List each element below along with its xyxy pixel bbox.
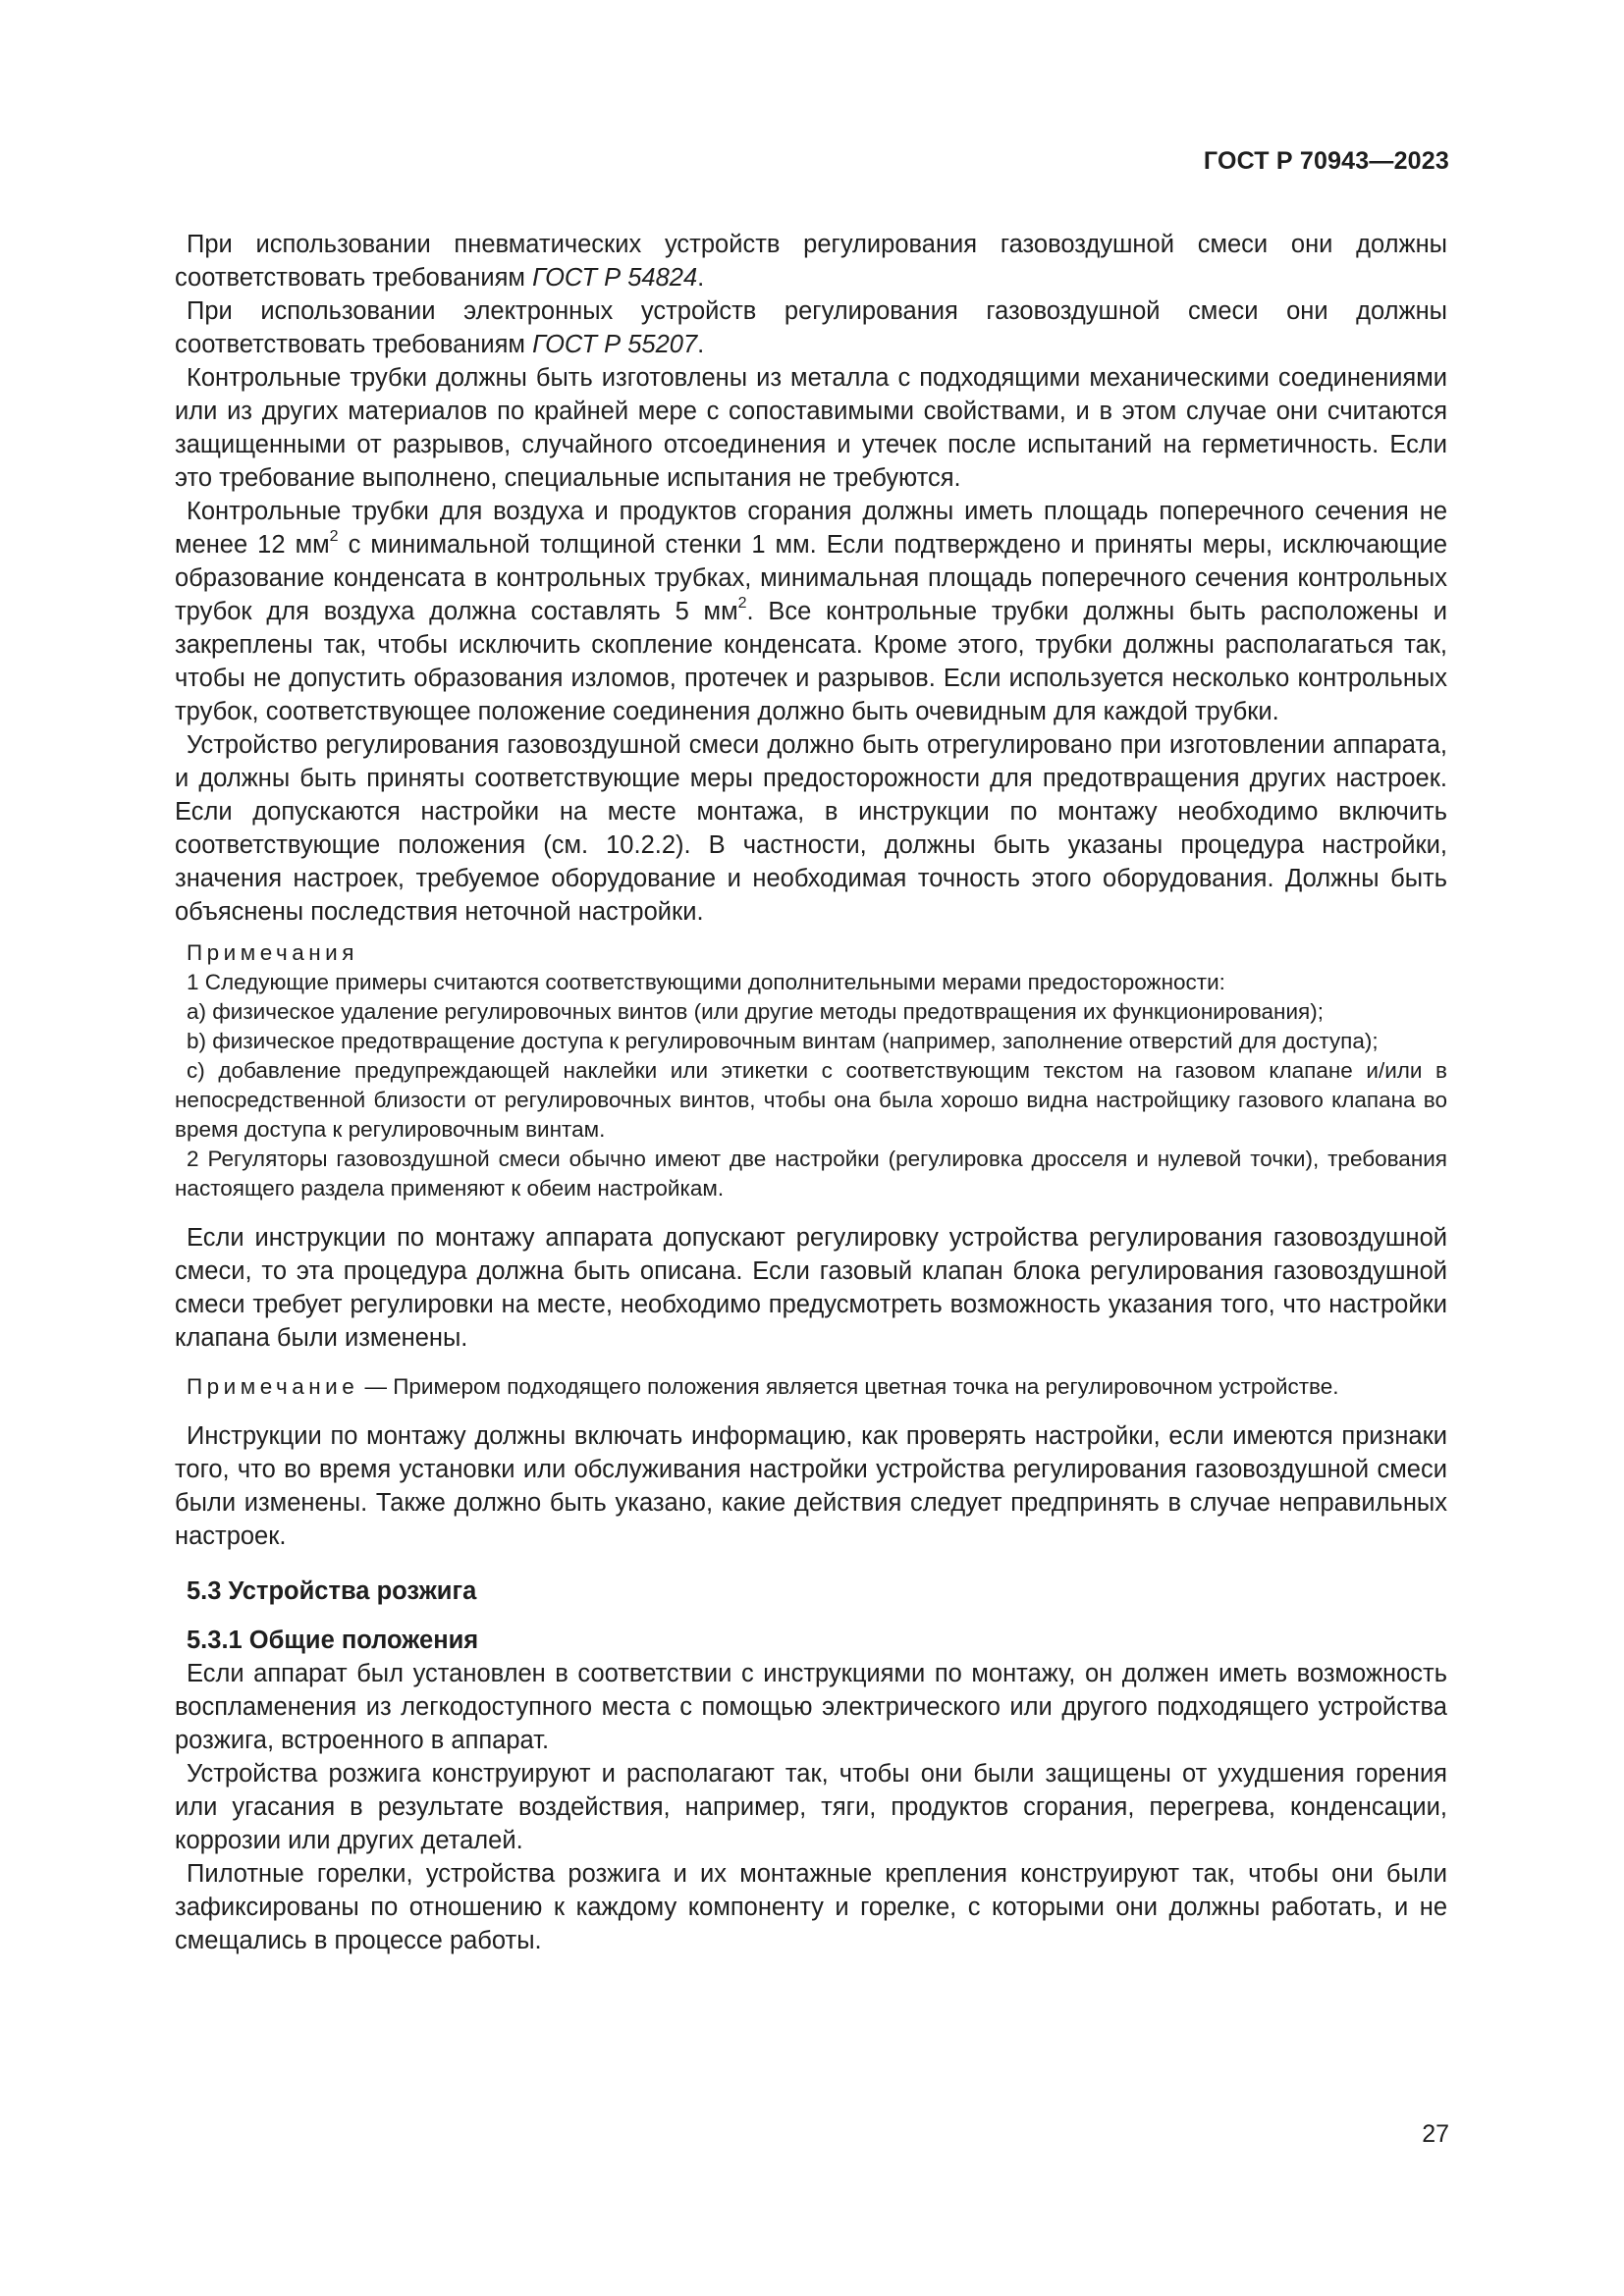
section-heading: 5.3 Устройства розжига <box>187 1577 477 1605</box>
superscript: 2 <box>737 594 747 612</box>
note-item-2: 2 Регуляторы газовоздушной смеси обычно имеют две настройки (регулировка дросселя и нулевой точки), требования настоящего раздела применяют к обеим настройкам. <box>175 1147 1447 1201</box>
note-label: Примечание <box>187 1374 359 1399</box>
standard-reference: ГОСТ Р 55207 <box>532 331 698 358</box>
paragraph-pilot-burners: Пилотные горелки, устройства розжига и их монтажные крепления конструируют так, чтобы они были зафиксированы по отношению к каждому компоненту и горелке, с которыми они должны работать, и не смещались в процессе работы. <box>175 1860 1447 1954</box>
paragraph-ignition-protection: Устройства розжига конструируют и располагают так, чтобы они были защищены от ухудшения горения или угасания в результате воздействия, например, тяги, продуктов сгорания, перегрева, конденсации, коррозии или других деталей. <box>175 1760 1447 1854</box>
notes-title: Примечания <box>187 940 358 965</box>
paragraph-text: . Все контрольные трубки должны быть расположены и закреплены так, чтобы исключить скопление конденсата. Кроме этого, трубки должны располагаться так, чтобы не допустить образования изломов, протечек и разрывов. Если используется несколько контрольных трубок, соответствующее положение соединения должно быть очевидным для каждой трубки. <box>175 598 1447 725</box>
note-item-1c: c) добавление предупреждающей наклейки или этикетки с соответствующим текстом на газовом клапане и/или в непосредственной близости от регулировочных винтов, чтобы она была хорошо видна настройщику газового клапана во время доступа к регулировочным винтам. <box>175 1058 1447 1142</box>
superscript: 2 <box>329 527 339 545</box>
paragraph-text: с минимальной толщиной стенки 1 мм. Если подтверждено и приняты меры, исключающие образование конденсата в контрольных трубках, минимальная площадь поперечного сечения контрольных трубок для воздуха должна составлять 5 мм <box>175 531 1447 625</box>
paragraph-end: . <box>697 331 705 358</box>
page-number: 27 <box>1422 2120 1449 2148</box>
single-note <box>175 1372 1447 1402</box>
paragraph-control-tubes-area <box>175 495 1447 728</box>
paragraph-text: При использовании электронных устройств регулирования газовоздушной смеси они должны соответствовать требованиям <box>175 297 1447 358</box>
paragraph-text: При использовании пневматических устройств регулирования газовоздушной смеси они должны соответствовать требованиям <box>175 231 1447 292</box>
paragraph-electronic <box>175 294 1447 361</box>
paragraph-pneumatic <box>175 228 1447 294</box>
note-body: — Примером подходящего положения является цветная точка на регулировочном устройстве. <box>358 1374 1339 1399</box>
paragraph-text: Контрольные трубки для воздуха и продуктов сгорания должны иметь площадь поперечного сечения не менее 12 мм <box>175 498 1447 559</box>
note-item-1b: b) физическое предотвращение доступа к регулировочным винтам (например, заполнение отверстий для доступа); <box>187 1029 1379 1053</box>
standard-reference: ГОСТ Р 54824 <box>532 264 698 292</box>
standard-code-header: ГОСТ Р 70943—2023 <box>1203 147 1449 175</box>
paragraph-control-tubes-material: Контрольные трубки должны быть изготовлены из металла с подходящими механическими соединениями или из других материалов по крайней мере с сопоставимыми свойствами, и в этом случае они считаются защищенными от разрывов, случайного отсоединения и утечек после испытаний на герметичность. Если это требование выполнено, специальные испытания не требуются. <box>175 364 1447 492</box>
note-text <box>175 1372 1447 1402</box>
paragraph-installation-instructions: Если инструкции по монтажу аппарата допускают регулировку устройства регулирования газовоздушной смеси, то эта процедура должна быть описана. Если газовый клапан блока регулирования газовоздушной смеси требует регулировки на месте, необходимо предусмотреть возможность указания того, что настройки клапана были изменены. <box>175 1224 1447 1352</box>
page-body <box>175 228 1447 1957</box>
paragraph-checking-settings: Инструкции по монтажу должны включать информацию, как проверять настройки, если имеются признаки того, что во время установки или обслуживания настройки устройства регулирования газовоздушной смеси были изменены. Также должно быть указано, какие действия следует предпринять в случае неправильных настроек. <box>175 1422 1447 1550</box>
note-item-1: 1 Следующие примеры считаются соответствующими дополнительными мерами предосторожности: <box>187 970 1225 994</box>
notes-block <box>175 938 1447 1203</box>
paragraph-adjustment: Устройство регулирования газовоздушной смеси должно быть отрегулировано при изготовлении аппарата, и должны быть приняты соответствующие меры предосторожности для предотвращения других настроек. Если допускаются настройки на месте монтажа, в инструкции по монтажу необходимо включить соответствующие положения (см. 10.2.2). В частности, должны быть указаны процедура настройки, значения настроек, требуемое оборудование и необходимая точность этого оборудования. Должны быть объяснены последствия неточной настройки. <box>175 731 1447 926</box>
subsection-heading: 5.3.1 Общие положения <box>187 1627 479 1654</box>
paragraph-ignition-general: Если аппарат был установлен в соответствии с инструкциями по монтажу, он должен иметь возможность воспламенения из легкодоступного места с помощью электрического или другого подходящего устройства розжига, встроенного в аппарат. <box>175 1660 1447 1754</box>
paragraph-end: . <box>697 264 705 292</box>
note-item-1a: а) физическое удаление регулировочных винтов (или другие методы предотвращения их функционирования); <box>187 999 1324 1024</box>
